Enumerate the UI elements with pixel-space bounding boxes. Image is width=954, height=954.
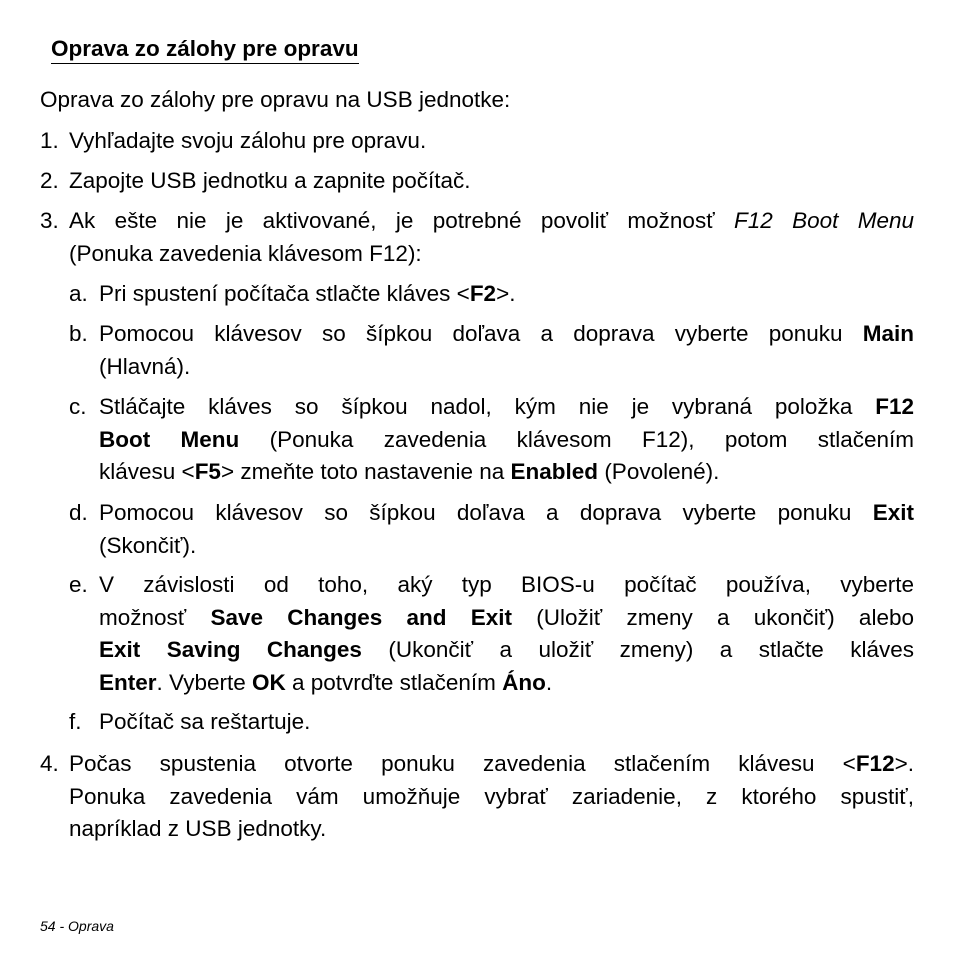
section-heading: Oprava zo zálohy pre opravu: [51, 35, 359, 64]
substep-d-text: Pomocou klávesov so šípkou doľava a doprava vyberte ponuku Exit (Skončiť).: [99, 500, 914, 558]
substep-a-label: a.: [69, 281, 88, 306]
step-2-number: 2.: [40, 168, 59, 193]
intro-paragraph: Oprava zo zálohy pre opravu na USB jednotke:: [40, 87, 511, 112]
substep-d-label: d.: [69, 500, 88, 525]
step-3-line-2: (Ponuka zavedenia klávesom F12):: [69, 240, 422, 266]
step-4-number: 4.: [40, 751, 59, 776]
step-3-number: 3.: [40, 208, 59, 233]
substep-c-label: c.: [69, 394, 87, 419]
substep-c-text: Stláčajte kláves so šípkou nadol, kým nie je vybraná položka F12 Boot Menu (Ponuka zavedenia klávesom F12), potom stlačením klávesu <F5> zmeňte toto nastavenie na Enabled (Povolené).: [99, 394, 914, 484]
page-footer: 54 - Oprava: [40, 918, 114, 934]
substep-e-label: e.: [69, 572, 88, 597]
f12-boot-menu-italic: F12 Boot Menu: [733, 208, 915, 233]
substep-e-text: V závislosti od toho, aký typ BIOS-u počítač používa, vyberte možnosť Save Changes and Exit (Uložiť zmeny a ukončiť) alebo Exit Saving Changes (Ukončiť a uložiť zmeny) a stlačte kláves Enter. Vyberte OK a potvrďte stlačením Áno.: [99, 572, 914, 695]
step-3-text: [69, 205, 914, 270]
substep-a-text: Pri spustení počítača stlačte kláves <F2>.: [99, 281, 516, 306]
substep-f-text: Počítač sa reštartuje.: [99, 709, 311, 734]
substep-b-text: Pomocou klávesov so šípkou doľava a doprava vyberte ponuku Main (Hlavná).: [99, 321, 914, 379]
step-3-line-1: Ak ešte nie je aktivované, je potrebné povoliť možnosť F12 Boot Menu: [69, 208, 915, 233]
step-1-number: 1.: [40, 128, 59, 153]
substep-b-label: b.: [69, 321, 88, 346]
substep-f-label: f.: [69, 709, 82, 734]
step-4-text: Počas spustenia otvorte ponuku zavedenia stlačením klávesu <F12>. Ponuka zavedenia vám umožňuje vybrať zariadenie, z ktorého spustiť, napríklad z USB jednotky.: [69, 751, 914, 841]
step-1-text: Vyhľadajte svoju zálohu pre opravu.: [69, 128, 427, 153]
step-2-text: Zapojte USB jednotku a zapnite počítač.: [69, 168, 471, 193]
